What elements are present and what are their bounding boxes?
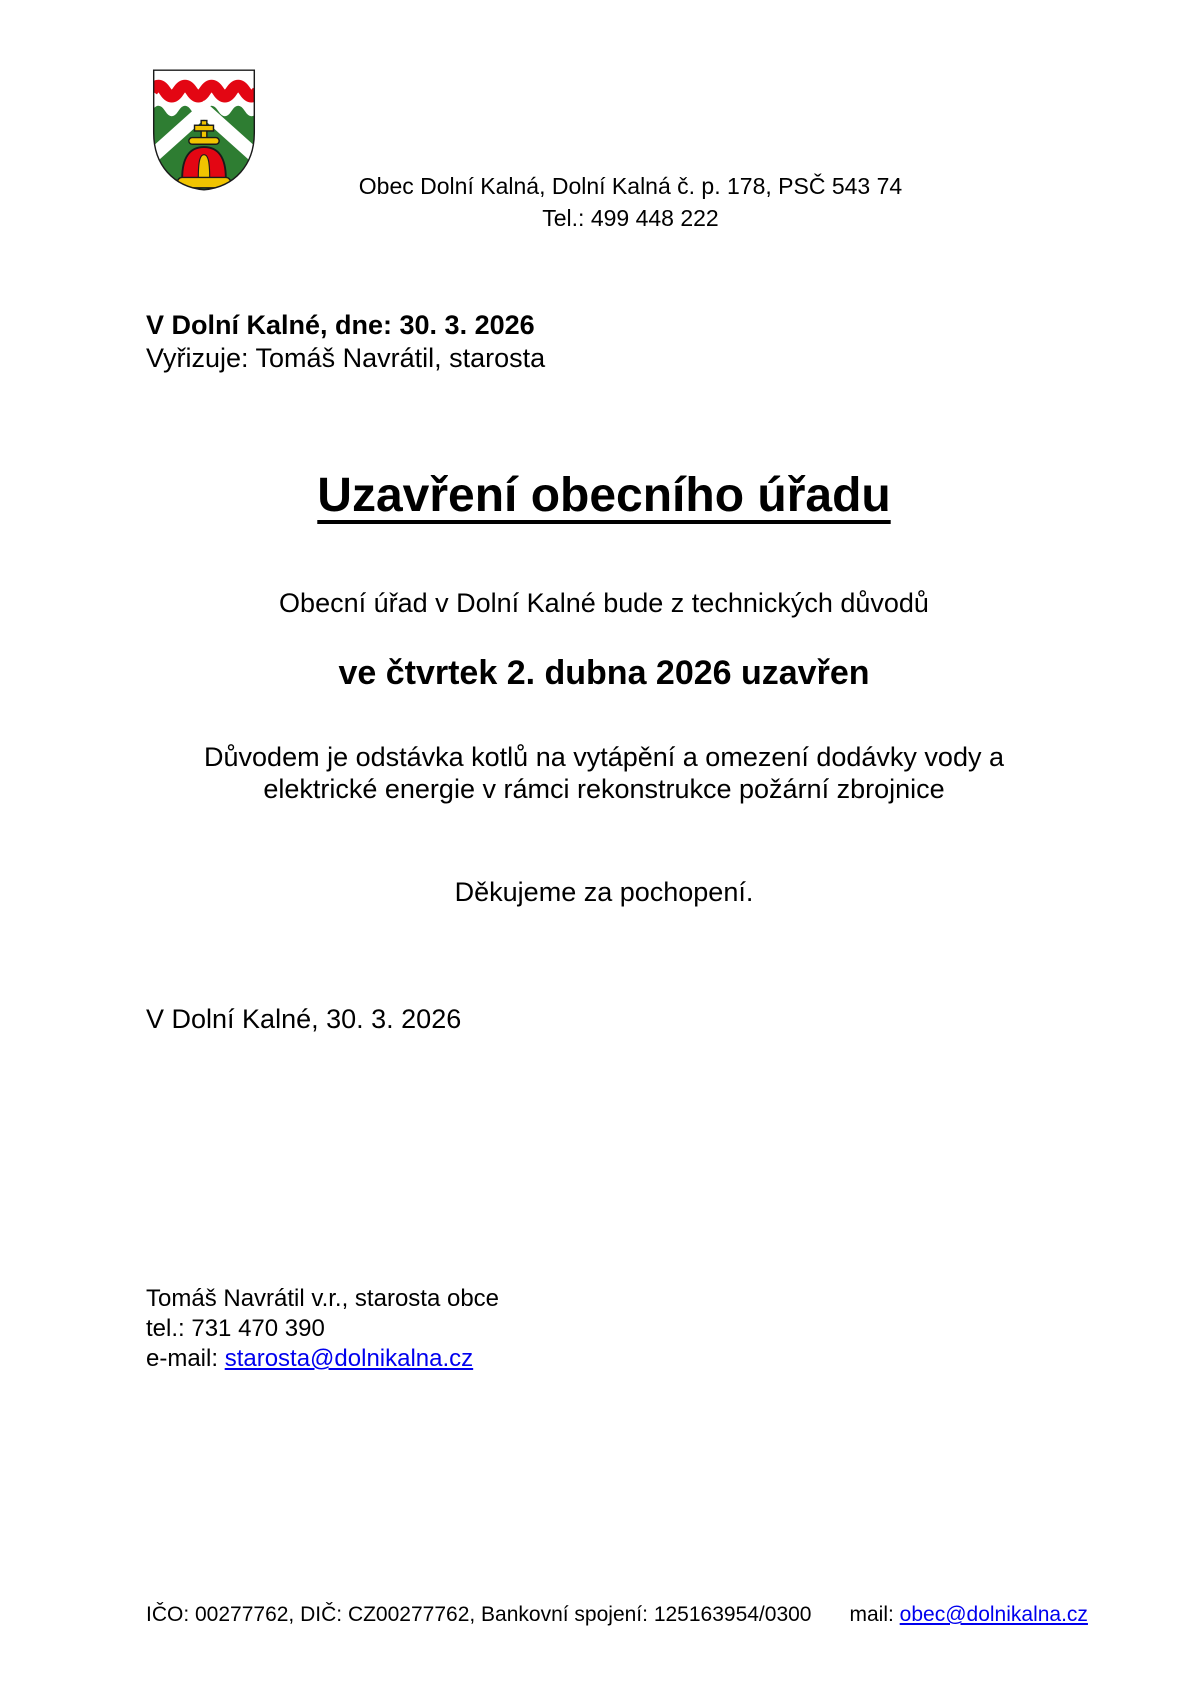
- letterhead: [70, 170, 1191, 234]
- letterhead-phone: Tel.: 499 448 222: [542, 205, 719, 231]
- footer-mail-label: mail:: [849, 1603, 900, 1626]
- signature-block: [146, 1284, 499, 1374]
- closing-place-date: V Dolní Kalné, 30. 3. 2026: [146, 1004, 462, 1034]
- page-footer: [146, 1603, 1091, 1627]
- signature-email-label: e-mail:: [146, 1345, 225, 1372]
- footer-ids-line: IČO: 00277762, DIČ: CZ00277762, Bankovní spojení: 125163954/0300: [146, 1603, 812, 1626]
- signature-name-line: Tomáš Navrátil v.r., starosta obce: [146, 1285, 500, 1312]
- shield-red-wave: [152, 86, 258, 96]
- closure-reason: [17, 741, 1191, 805]
- notice-intro: Obecní úřad v Dolní Kalné bude z technických důvodů: [279, 588, 929, 618]
- place-date-line: V Dolní Kalné, dne: 30. 3. 2026: [146, 310, 535, 340]
- reference-block: [146, 309, 545, 375]
- thanks-line: Děkujeme za pochopení.: [454, 877, 754, 907]
- signature-phone-line: tel.: 731 470 390: [146, 1315, 325, 1342]
- handler-line: Vyřizuje: Tomáš Navrátil, starosta: [146, 343, 546, 373]
- notice-title: Uzavření obecního úřadu: [317, 469, 891, 522]
- obec-email-link[interactable]: obec@dolnikalna.cz: [899, 1603, 1088, 1626]
- letterhead-address: Obec Dolní Kalná, Dolní Kalná č. p. 178, PSČ 543 74: [358, 173, 903, 199]
- starosta-email-link[interactable]: starosta@dolnikalna.cz: [224, 1345, 474, 1372]
- signature-email-line: [146, 1344, 499, 1374]
- closure-reason-line2: elektrické energie v rámci rekonstrukce požární zbrojnice: [263, 774, 945, 804]
- closure-date-line: ve čtvrtek 2. dubna 2026 uzavřen: [338, 654, 870, 692]
- closure-reason-line1: Důvodem je odstávka kotlů na vytápění a omezení dodávky vody a: [204, 742, 1004, 772]
- footer-mail-line: [849, 1603, 1087, 1626]
